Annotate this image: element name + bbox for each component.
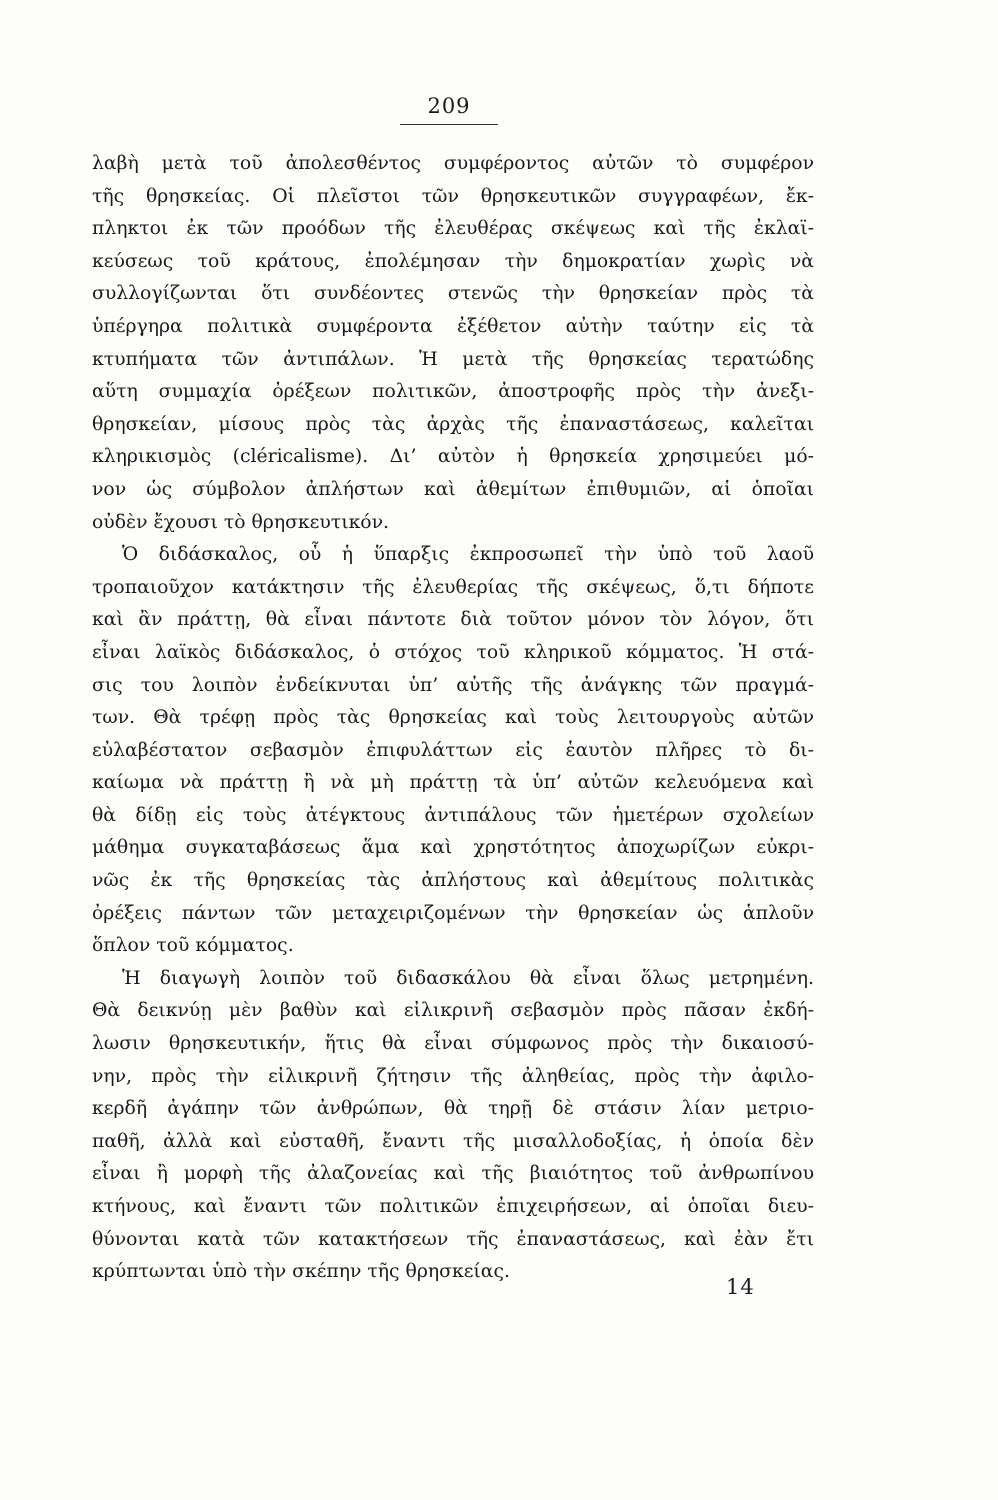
text-line: αὕτη συμμαχία ὀρέξεων πολιτικῶν, ἀποστροφῆς πρὸς τὴν ἀνεξι- (92, 381, 814, 403)
text-line: νον ὡς σύμβολον ἀπλήστων καὶ ἀθεμίτων ἐπιθυμιῶν, αἱ ὁποῖαι (92, 478, 814, 500)
paragraph-end-line: οὐδὲν ἔχουσι τὸ θρησκευτικόν. (92, 511, 389, 533)
signature-mark: 14 (726, 1275, 755, 1299)
text-line: πληκτοι ἐκ τῶν προόδων τῆς ἐλευθέρας σκέψεως καὶ τῆς ἐκλαϊ- (92, 218, 814, 240)
text-line: λαβὴ μετὰ τοῦ ἀπολεσθέντος συμφέροντος αὐτῶν τὸ συμφέρον (92, 153, 814, 174)
text-line: τροπαιοῦχον κατάκτησιν τῆς ἐλευθερίας τῆς σκέψεως, ὅ,τι δήποτε (92, 576, 814, 598)
text-line: λωσιν θρησκευτικήν, ἥτις θὰ εἶναι σύμφωνος πρὸς τὴν δικαιοσύ- (92, 1033, 814, 1055)
text-line: σις του λοιπὸν ἐνδείκνυται ὑπ’ αὐτῆς τῆς ἀνάγκης τῶν πραγμά- (92, 674, 814, 696)
text-line: εὐλαβέστατον σεβασμὸν ἐπιφυλάττων εἰς ἑαυτὸν πλῆρες τὸ δι- (92, 739, 814, 761)
text-line: εἶναι ἢ μορφὴ τῆς ἀλαζονείας καὶ τῆς βιαιότητος τοῦ ἀνθρωπίνου (92, 1163, 814, 1185)
text-line: εἶναι λαϊκὸς διδάσκαλος, ὁ στόχος τοῦ κληρικοῦ κόμματος. Ἡ στά- (92, 641, 814, 663)
text-line: των. Θὰ τρέφῃ πρὸς τὰς θρησκείας καὶ τοὺς λειτουργοὺς αὐτῶν (92, 707, 814, 729)
text-line: νην, πρὸς τὴν εἰλικρινῆ ζήτησιν τῆς ἀληθείας, πρὸς τὴν ἀφιλο- (92, 1065, 814, 1087)
text-line: θὰ δίδῃ εἰς τοὺς ἀτέγκτους ἀντιπάλους τῶν ἡμετέρων σχολείων (92, 804, 814, 826)
body-text (92, 148, 814, 1289)
paragraph-start-line: Ὁ διδάσκαλος, οὗ ἡ ὕπαρξις ἐκπροσωπεῖ τὴν ὑπὸ τοῦ λαοῦ (122, 544, 814, 566)
text-line: Θὰ δεικνύῃ μὲν βαθὺν καὶ εἰλικρινῆ σεβασμὸν πρὸς πᾶσαν ἐκδή- (92, 1000, 814, 1022)
text-line: κερδῆ ἀγάπην τῶν ἀνθρώπων, θὰ τηρῇ δὲ στάσιν λίαν μετριο- (92, 1098, 814, 1120)
text-line: θρησκείαν, μίσους πρὸς τὰς ἀρχὰς τῆς ἐπαναστάσεως, καλεῖται (92, 413, 814, 435)
text-line: ὀρέξεις πάντων τῶν μεταχειριζομένων τὴν θρησκείαν ὡς ἁπλοῦν (92, 902, 814, 924)
text-line: κτήνους, καὶ ἔναντι τῶν πολιτικῶν ἐπιχειρήσεων, αἱ ὁποῖαι διευ- (92, 1196, 814, 1217)
text-line: κτυπήματα τῶν ἀντιπάλων. Ἡ μετὰ τῆς θρησκείας τερατώδης (92, 348, 814, 370)
text-line: καὶ ἂν πράττῃ, θὰ εἶναι πάντοτε διὰ τοῦτον μόνον τὸν λόγον, ὅτι (92, 609, 814, 631)
page-number-rule (400, 124, 498, 125)
text-line: κληρικισμὸς (cléricalisme). Δι’ αὐτὸν ἡ θρησκεία χρησιμεύει μό- (92, 446, 814, 468)
text-line: κεύσεως τοῦ κράτους, ἐπολέμησαν τὴν δημοκρατίαν χωρὶς νὰ (92, 250, 814, 272)
text-line: παθῆ, ἀλλὰ καὶ εὐσταθῆ, ἔναντι τῆς μισαλλοδοξίας, ἡ ὁποία δὲν (92, 1130, 814, 1152)
paragraph-end-line: κρύπτωνται ὑπὸ τὴν σκέπην τῆς θρησκείας. (92, 1261, 510, 1283)
text-line: θύνονται κατὰ τῶν κατακτήσεων τῆς ἐπαναστάσεως, καὶ ἐὰν ἔτι (92, 1228, 814, 1250)
text-line: νῶς ἐκ τῆς θρησκείας τὰς ἀπλήστους καὶ ἀθεμίτους πολιτικὰς (92, 870, 814, 892)
text-line: τῆς θρησκείας. Οἱ πλεῖστοι τῶν θρησκευτικῶν συγγραφέων, ἔκ- (92, 185, 814, 207)
text-line: ὑπέργηρα πολιτικὰ συμφέροντα ἐξέθετον αὐτὴν ταύτην εἰς τὰ (92, 315, 814, 337)
page-number: 209 (427, 94, 471, 118)
text-line: μάθημα συγκαταβάσεως ἅμα καὶ χρηστότητος ἀποχωρίζων εὐκρι- (92, 837, 814, 859)
text-line: συλλογίζωνται ὅτι συνδέοντες στενῶς τὴν θρησκείαν πρὸς τὰ (92, 283, 814, 305)
text-line: καίωμα νὰ πράττῃ ἢ νὰ μὴ πράττῃ τὰ ὑπ’ αὐτῶν κελευόμενα καὶ (92, 772, 814, 794)
paragraph-start-line: Ἡ διαγωγὴ λοιπὸν τοῦ διδασκάλου θὰ εἶναι ὅλως μετρημένη. (122, 967, 814, 989)
paragraph-end-line: ὅπλον τοῦ κόμματος. (92, 935, 294, 957)
